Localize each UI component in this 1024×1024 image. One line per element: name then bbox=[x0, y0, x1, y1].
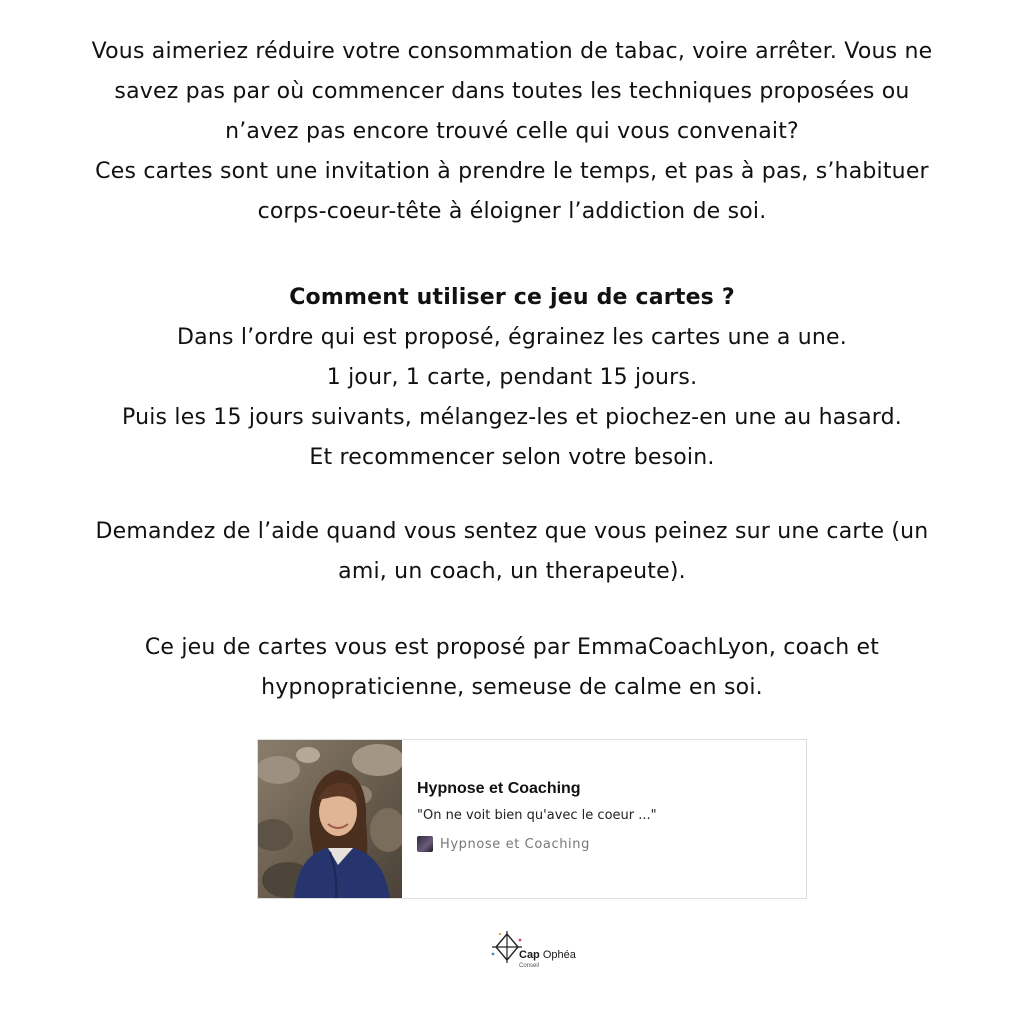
howto-line: Et recommencer selon votre besoin. bbox=[309, 445, 715, 470]
card-title[interactable]: Hypnose et Coaching bbox=[417, 780, 581, 797]
help-paragraph bbox=[60, 512, 964, 592]
card-source bbox=[417, 836, 797, 852]
card-source-label: Hypnose et Coaching bbox=[440, 836, 590, 852]
author-line: Ce jeu de cartes vous est proposé par EmmaCoachLyon, coach et bbox=[144, 635, 880, 660]
howto-section bbox=[60, 278, 964, 478]
author-line: hypnopraticienne, semeuse de calme en soi. bbox=[261, 675, 763, 700]
intro-line: corps-coeur-tête à éloigner l’addiction de soi. bbox=[257, 199, 767, 224]
howto-line: Puis les 15 jours suivants, mélangez-les et piochez-en une au hasard. bbox=[122, 405, 902, 430]
card-description: "On ne voit bien qu'avec le coeur ..." bbox=[417, 808, 657, 823]
link-preview-card[interactable] bbox=[257, 739, 807, 899]
card-body bbox=[417, 780, 797, 852]
intro-line: Ces cartes sont une invitation à prendre le temps, et pas à pas, s’habituer bbox=[95, 159, 929, 184]
howto-line: 1 jour, 1 carte, pendant 15 jours. bbox=[326, 365, 698, 390]
intro-line: n’avez pas encore trouvé celle qui vous convenait? bbox=[225, 119, 799, 144]
howto-heading: Comment utiliser ce jeu de cartes ? bbox=[289, 285, 735, 310]
author-paragraph bbox=[60, 628, 964, 708]
intro-line: Vous aimeriez réduire votre consommation de tabac, voire arrêter. Vous ne bbox=[91, 39, 933, 64]
cap-ophea-logo bbox=[490, 930, 590, 980]
coach-photo bbox=[258, 740, 402, 898]
howto-line: Dans l’ordre qui est proposé, égrainez les cartes une a une. bbox=[177, 325, 847, 350]
logo-brand-rest: Ophéa bbox=[542, 949, 576, 961]
help-line: Demandez de l’aide quand vous sentez que vous peinez sur une carte (un bbox=[95, 519, 929, 544]
intro-paragraph bbox=[60, 32, 964, 232]
logo-brand-bold: Cap bbox=[519, 949, 540, 961]
coach-photo-image bbox=[258, 740, 402, 898]
site-favicon-icon bbox=[417, 836, 433, 852]
logo-wordmark bbox=[519, 950, 576, 961]
logo-subtitle: Conseil bbox=[519, 963, 540, 969]
intro-line: savez pas par où commencer dans toutes les techniques proposées ou bbox=[114, 79, 910, 104]
help-line: ami, un coach, un therapeute). bbox=[338, 559, 686, 584]
